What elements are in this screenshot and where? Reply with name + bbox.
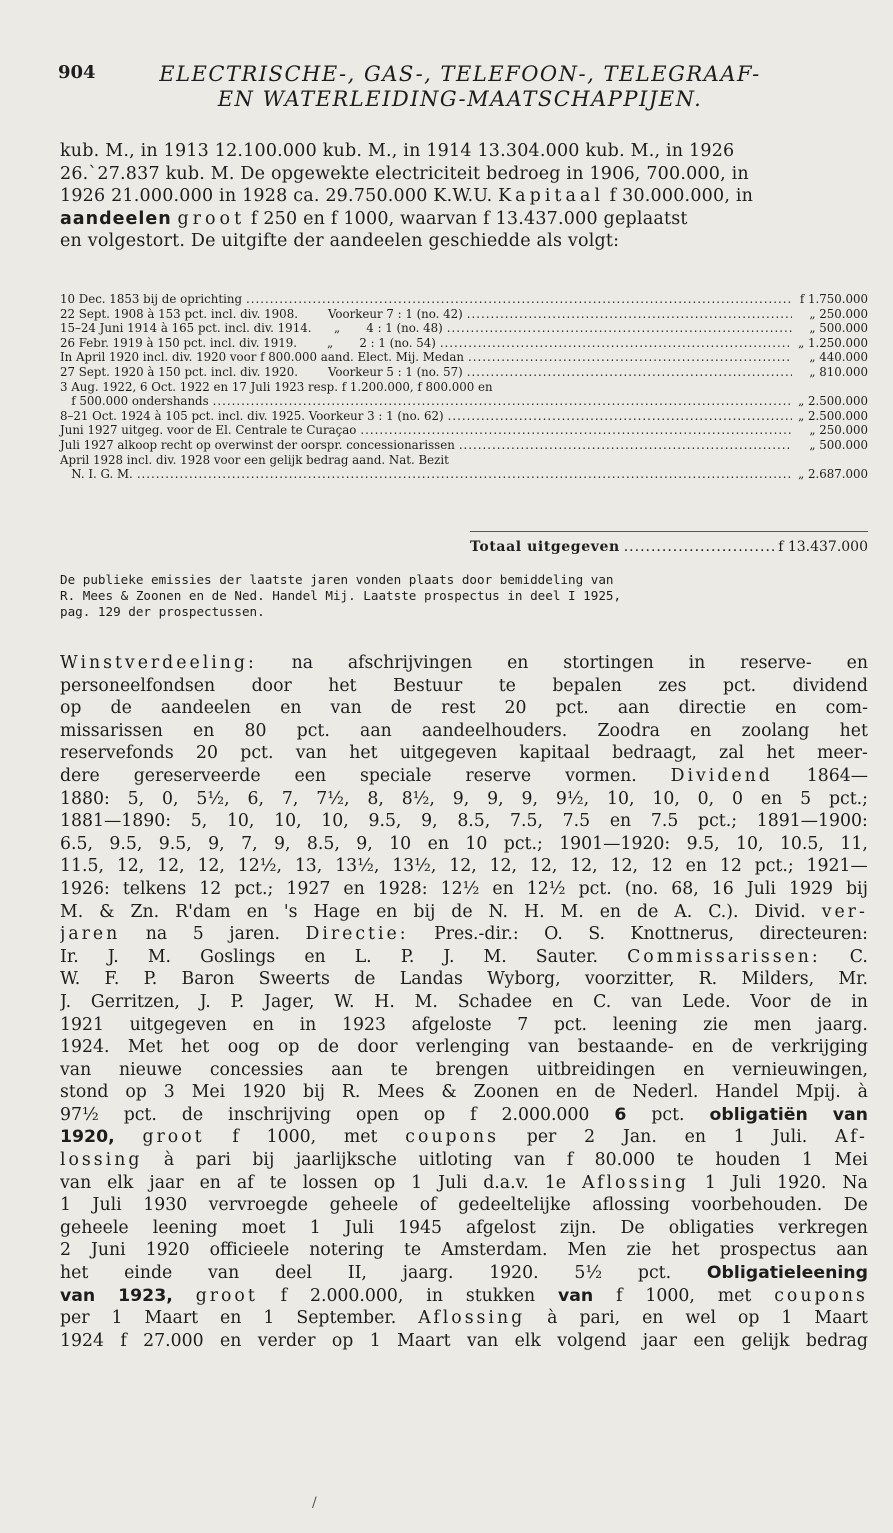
emission-note	[60, 572, 868, 620]
leader-dots	[468, 350, 792, 365]
body-line: 11.5, 12, 12, 12, 12½, 13, 13½, 13½, 12, 12, 12, 12, 12, 12 en 12 pct.; 1921—	[60, 856, 868, 877]
table-row	[60, 336, 868, 351]
issue-description: 22 Sept. 1908 à 153 pct. incl. div. 1908. Voorkeur 7 : 1 (no. 42)	[60, 306, 463, 321]
note-line: R. Mees & Zoonen en de Ned. Handel Mij. Laatste prospectus in deel I 1925,	[60, 588, 622, 603]
leader-dots	[137, 467, 792, 482]
table-row	[60, 321, 868, 336]
body-line: jaren na 5 jaren. Directie: Pres.-dir.: O. S. Knottnerus, directeuren:	[60, 924, 868, 945]
table-row	[60, 350, 868, 365]
table-row	[60, 453, 868, 468]
issue-amount: f 1.750.000	[799, 292, 868, 306]
table-row	[60, 365, 868, 380]
leader-dots	[624, 538, 774, 556]
table-row	[60, 409, 868, 424]
body-line: J. Gerritzen, J. P. Jager, W. H. M. Schadee en C. van Lede. Voor de in	[60, 991, 868, 1012]
table-row	[60, 307, 868, 322]
note-line: De publieke emissies der laatste jaren vonden plaats door bemiddeling van	[60, 572, 614, 587]
body-line: Ir. J. M. Goslings en L. P. J. M. Sauter. Commissarissen: C.	[60, 946, 868, 967]
body-line: van nieuwe concessies aan te brengen uitbreidingen en vernieuwingen,	[60, 1059, 868, 1080]
body-line: dere gereserveerde een speciale reserve vormen. Dividend 1864—	[60, 765, 868, 786]
issue-description: 3 Aug. 1922, 6 Oct. 1922 en 17 Juli 1923 resp. f 1.200.000, f 800.000 en	[60, 379, 493, 394]
intro-text: Kapitaal	[498, 186, 604, 206]
body-line: 1920, groot f 1000, met coupons per 2 Jan. en 1 Juli. Af-	[60, 1127, 868, 1148]
body-line: 6.5, 9.5, 9.5, 9, 7, 9, 8.5, 9, 10 en 10 pct.; 1901—1920: 9.5, 10, 10.5, 11,	[60, 833, 868, 854]
body-line: geheele leening moet 1 Juli 1945 afgelost zijn. De obligaties verkregen	[60, 1217, 868, 1238]
body-line: 1926: telkens 12 pct.; 1927 en 1928: 12½ en 12½ pct. (no. 68, 16 Juli 1929 bij	[60, 878, 868, 899]
intro-line	[60, 140, 868, 163]
table-row	[60, 467, 868, 482]
body-line: op de aandeelen en van de rest 20 pct. aan directie en com-	[60, 698, 868, 719]
leader-dots	[360, 423, 792, 438]
leader-dots	[440, 336, 792, 351]
table-row	[60, 423, 868, 438]
leader-dots	[447, 321, 792, 336]
body-line: 1 Juli 1930 vervroegde geheele of gedeeltelijke aflossing voorbehouden. De	[60, 1195, 868, 1216]
body-line: W. F. P. Baron Sweerts de Landas Wyborg, voorzitter, R. Milders, Mr.	[60, 969, 868, 990]
issue-description: 8–21 Oct. 1924 à 105 pct. incl. div. 1925. Voorkeur 3 : 1 (no. 62)	[60, 408, 444, 423]
table-row	[60, 394, 868, 409]
body-line: het einde van deel II, jaarg. 1920. 5½ pct. Obligatieleening	[60, 1263, 868, 1284]
note-line: pag. 129 der prospectussen.	[60, 604, 265, 619]
body-text	[60, 652, 868, 1352]
leader-dots	[213, 394, 792, 409]
intro-text: aandeelen	[60, 208, 172, 229]
intro-text: en volgestort. De uitgifte der aandeelen geschiedde als volgt:	[60, 231, 620, 251]
table-row	[60, 380, 868, 395]
leader-dots	[467, 365, 792, 380]
intro-text: 26.`27.837 kub. M. De opgewekte electriciteit bedroeg in 1906, 700.000, in	[60, 163, 749, 184]
issue-description: 26 Febr. 1919 à 150 pct. incl. div. 1919. „ 2 : 1 (no. 54)	[60, 335, 436, 350]
running-header-line-1: ELECTRISCHE-, GAS-, TELEFOON-, TELEGRAAF-	[159, 62, 761, 86]
intro-line	[60, 185, 868, 208]
issue-description: 15–24 Juni 1914 à 165 pct. incl. div. 1914. „ 4 : 1 (no. 48)	[60, 321, 443, 336]
intro-paragraph	[60, 140, 868, 253]
issue-description: 27 Sept. 1920 à 150 pct. incl. div. 1920. Voorkeur 5 : 1 (no. 57)	[60, 364, 463, 379]
total-label: Totaal uitgegeven	[470, 539, 620, 555]
issues-table	[60, 292, 868, 482]
issue-amount: „ 500.000	[809, 321, 868, 336]
total-amount: f 13.437.000	[778, 539, 868, 555]
issue-description: Juli 1927 alkoop recht op overwinst der oorspr. concessionarissen	[60, 437, 455, 452]
body-line: 1921 uitgegeven en in 1923 afgeloste 7 pct. leening zie men jaarg.	[60, 1014, 868, 1035]
body-line: 2 Juni 1920 officieele notering te Amsterdam. Men zie het prospectus aan	[60, 1240, 868, 1261]
body-line: van elk jaar en af te lossen op 1 Juli d.a.v. 1e Aflossing 1 Juli 1920. Na	[60, 1172, 868, 1193]
table-row	[60, 438, 868, 453]
issue-description: Juni 1927 uitgeg. voor de El. Centrale te Curaçao	[60, 423, 357, 438]
body-line: 1880: 5, 0, 5½, 6, 7, 7½, 8, 8½, 9, 9, 9, 9½, 10, 10, 0, 0 en 5 pct.;	[60, 788, 868, 809]
leader-dots	[448, 409, 792, 424]
pen-mark: /	[312, 1495, 317, 1511]
issue-amount: „ 2.500.000	[798, 394, 868, 409]
issue-description: N. I. G. M.	[60, 467, 133, 482]
intro-text: 1926 21.000.000 in 1928 ca. 29.750.000 K.W.U.	[60, 186, 499, 206]
issue-description: f 500.000 ondershands	[60, 394, 209, 409]
body-line: reservefonds 20 pct. van het uitgegeven kapitaal bedraagt, zal het meer-	[60, 743, 868, 764]
total-row	[60, 538, 868, 556]
body-line: 1924. Met het oog op de door verlenging van bestaande- en de verkrijging	[60, 1037, 868, 1058]
body-line: Winstverdeeling: na afschrijvingen en stortingen in reserve- en	[60, 653, 868, 673]
intro-text: f 250 en f 1000, waarvan f 13.437.000 geplaatst	[245, 208, 688, 229]
issue-amount: „ 250.000	[809, 306, 868, 321]
running-header-line-2: EN WATERLEIDING-MAATSCHAPPIJEN.	[217, 87, 703, 111]
issue-description: April 1928 incl. div. 1928 voor een gelijk bedrag aand. Nat. Bezit	[60, 452, 449, 467]
intro-text: groot	[177, 208, 246, 229]
body-line: van 1923, groot f 2.000.000, in stukken van f 1000, met coupons	[60, 1285, 868, 1306]
leader-dots	[459, 438, 792, 453]
body-line: missarissen en 80 pct. aan aandeelhouders. Zoodra en zoolang het	[60, 720, 868, 741]
body-line: 97½ pct. de inschrijving open op f 2.000.000 6 pct. obligatiën van	[60, 1104, 868, 1125]
intro-text: f 30.000.000, in	[603, 186, 754, 206]
body-line: M. & Zn. R'dam en 's Hage en bij de N. H. M. en de A. C.). Divid. ver-	[60, 901, 868, 922]
intro-line	[60, 208, 868, 231]
issue-amount: „ 250.000	[809, 423, 868, 438]
issue-amount: „ 2.500.000	[798, 408, 868, 423]
table-row	[60, 292, 868, 307]
issue-amount: „ 1.250.000	[798, 335, 868, 350]
issue-amount: „ 440.000	[809, 350, 868, 365]
intro-line	[60, 163, 868, 186]
body-line: per 1 Maart en 1 September. Aflossing à pari, en wel op 1 Maart	[60, 1308, 868, 1329]
body-line: 1881—1890: 5, 10, 10, 10, 9.5, 9, 8.5, 7.5, 7.5 en 7.5 pct.; 1891—1900:	[60, 811, 868, 832]
leader-dots	[246, 292, 792, 307]
intro-line	[60, 230, 868, 253]
body-line: 1924 f 27.000 en verder op 1 Maart van elk volgend jaar een gelijk bedrag	[60, 1330, 868, 1351]
total-rule	[470, 531, 868, 532]
issue-amount: „ 2.687.000	[798, 467, 868, 482]
intro-text: kub. M., in 1913 12.100.000 kub. M., in 1914 13.304.000 kub. M., in 1926	[60, 141, 735, 161]
issue-amount: „ 500.000	[809, 437, 868, 452]
body-line: stond op 3 Mei 1920 bij R. Mees & Zoonen en de Nederl. Handel Mpij. à	[60, 1082, 868, 1103]
issue-amount: „ 810.000	[809, 364, 868, 379]
page-number: 904	[58, 62, 96, 83]
issue-description: 10 Dec. 1853 bij de oprichting	[60, 292, 243, 306]
body-line: lossing à pari bij jaarlijksche uitloting van f 80.000 te houden 1 Mei	[60, 1150, 868, 1171]
leader-dots	[467, 307, 792, 322]
body-line: personeelfondsen door het Bestuur te bepalen zes pct. dividend	[60, 675, 868, 696]
issue-description: In April 1920 incl. div. 1920 voor f 800.000 aand. Elect. Mij. Medan	[60, 350, 464, 365]
